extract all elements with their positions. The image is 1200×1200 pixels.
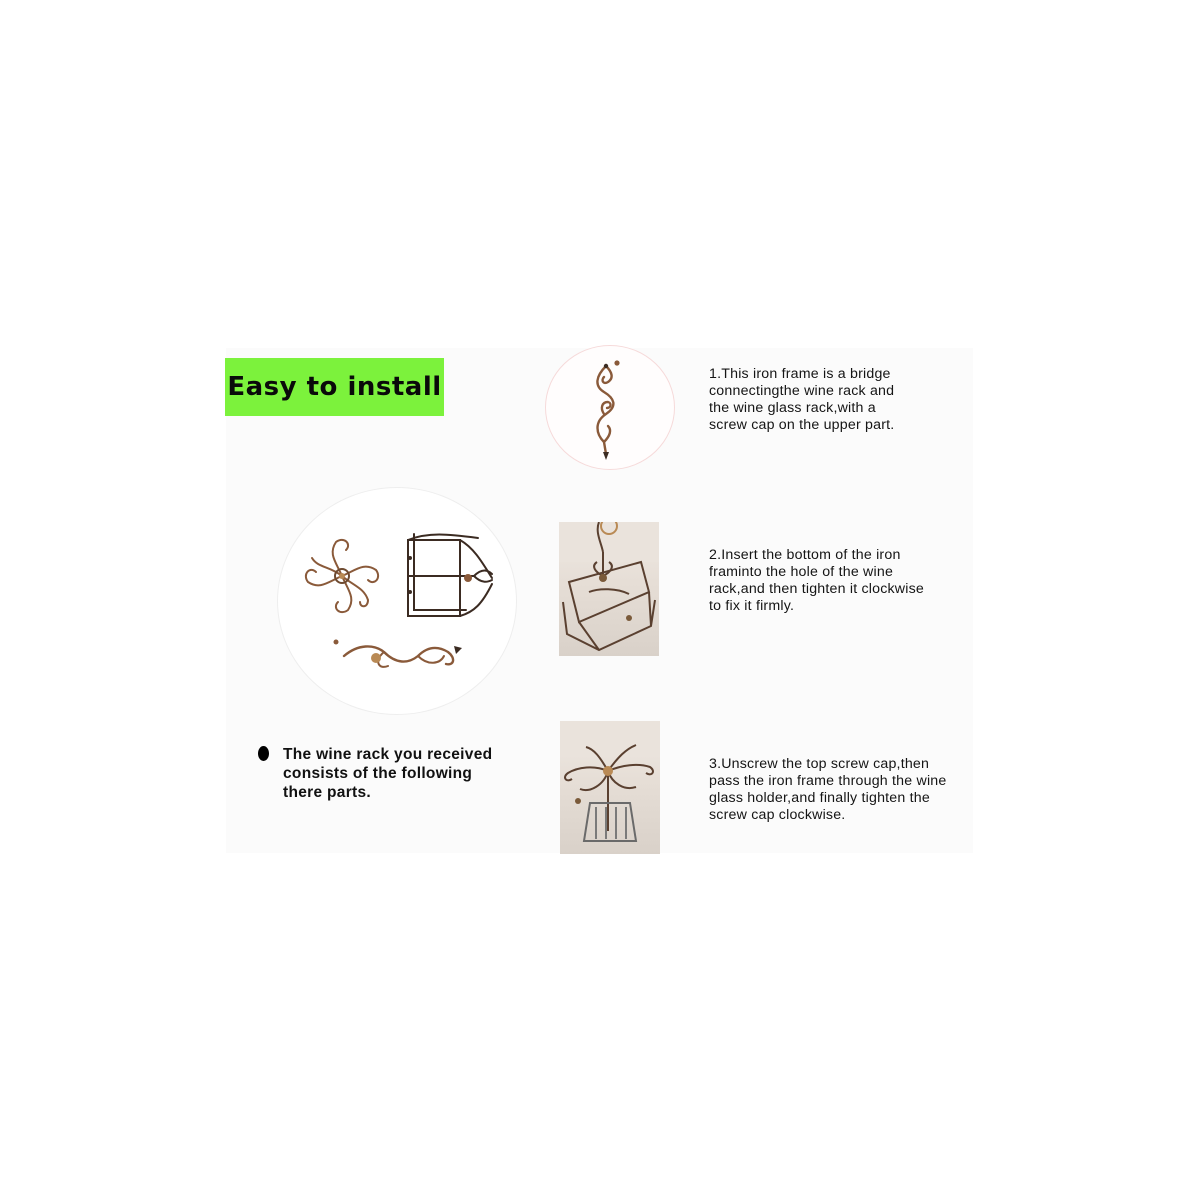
wine-rack-parts-circle: [277, 487, 517, 715]
banner-title: Easy to install: [227, 372, 442, 402]
step-1-text: 1.This iron frame is a bridge connectingthe wine rack and the wine glass rack,with a screw cap on the upper part.: [709, 366, 895, 433]
easy-to-install-banner: [225, 358, 444, 416]
wine-rack-parts-icon: [278, 488, 516, 714]
glass-holder-assembly-photo: [560, 721, 660, 854]
iron-frame-circle: [545, 345, 675, 470]
rack-assembly-photo: [559, 522, 659, 656]
bullet-icon: [258, 746, 269, 761]
step-2-text: 2.Insert the bottom of the iron framinto the hole of the wine rack,and then tighten it clockwise to fix it firmly.: [709, 547, 924, 614]
step-3-text: 3.Unscrew the top screw cap,then pass the iron frame through the wine glass holder,and finally tighten the screw cap clockwise.: [709, 756, 947, 823]
parts-note-text: The wine rack you received consists of the following there parts.: [283, 746, 493, 801]
iron-frame-icon: [546, 346, 674, 469]
